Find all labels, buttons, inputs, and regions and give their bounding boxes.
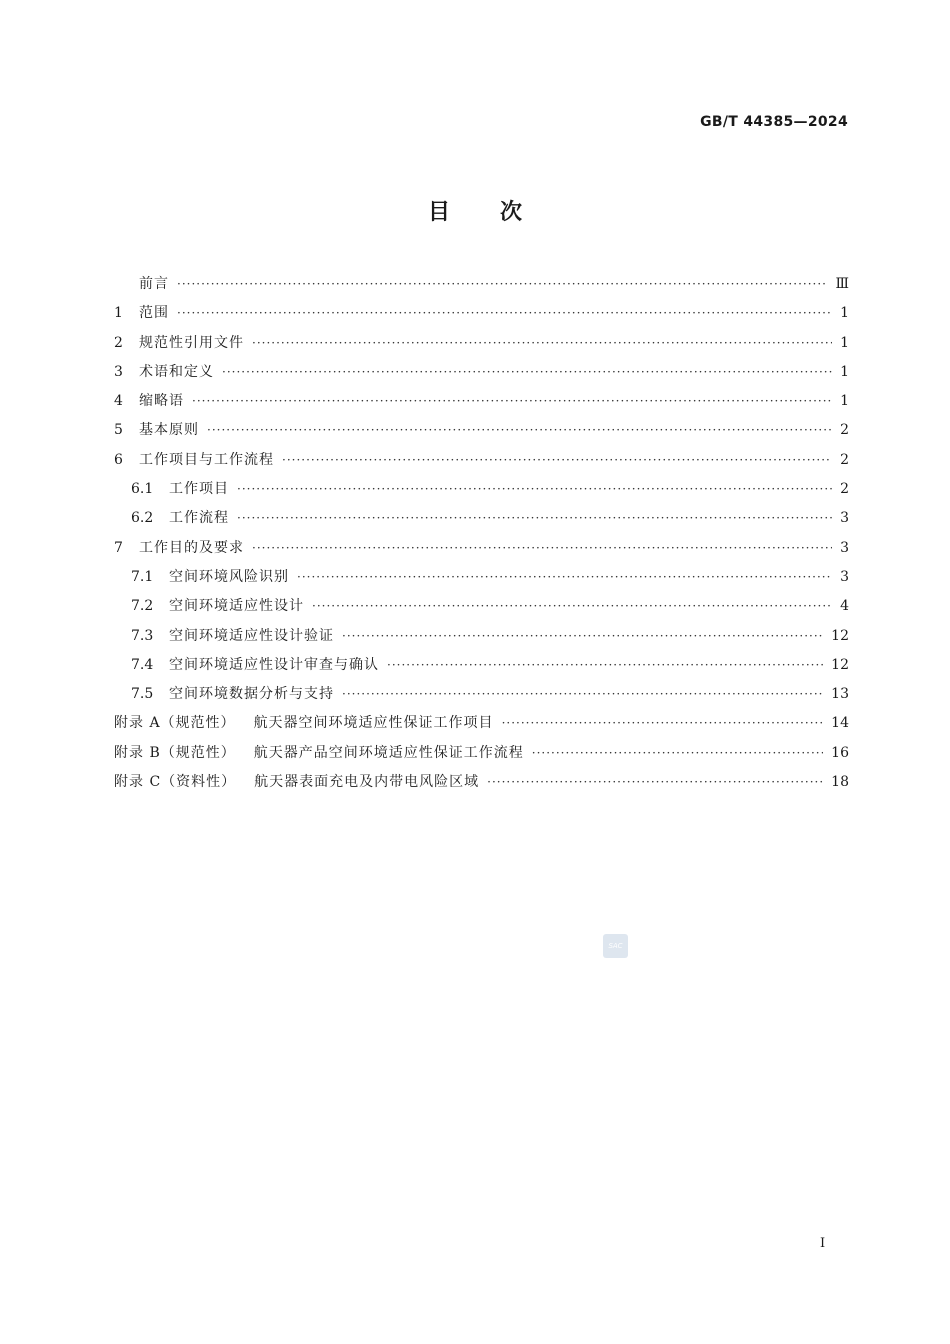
toc-entry[interactable] [114, 416, 849, 445]
toc-entry-number: 6 [114, 451, 123, 468]
toc-entry-page: 12 [831, 627, 849, 644]
toc-entry[interactable] [114, 622, 849, 651]
standard-code: GB/T 44385—2024 [700, 114, 848, 130]
toc-entry-label: 空间环境适应性设计审查与确认 [169, 656, 379, 673]
toc-entry-page: 1 [840, 305, 849, 322]
toc-entry[interactable] [114, 358, 849, 387]
toc-entry-label: 航天器产品空间环境适应性保证工作流程 [253, 744, 524, 761]
toc-dot-leader [252, 534, 832, 563]
toc-entry-annex-tag: 附录 B（规范性） [114, 744, 236, 761]
toc-entry-page: 3 [840, 568, 849, 585]
toc-entry[interactable] [114, 475, 849, 504]
toc-entry[interactable] [114, 446, 849, 475]
toc-dot-leader [342, 622, 823, 651]
toc-entry[interactable] [114, 739, 849, 768]
toc-entry-page: 3 [840, 510, 849, 527]
toc-entry-page: 4 [840, 598, 849, 615]
toc-entry-number: 7 [114, 539, 123, 556]
toc-entry-page: Ⅲ [835, 276, 849, 292]
toc-entry-number: 5 [114, 422, 123, 439]
toc-entry[interactable] [114, 680, 849, 709]
toc-entry[interactable] [114, 709, 849, 738]
table-of-contents [114, 270, 849, 797]
toc-entry-page: 1 [840, 334, 849, 351]
toc-entry-number: 7.2 [131, 598, 154, 615]
toc-entry-label: 工作流程 [169, 510, 229, 527]
toc-entry-label: 工作项目 [169, 481, 229, 498]
toc-entry-label: 范围 [139, 305, 169, 322]
toc-dot-leader [502, 709, 824, 738]
toc-entry-number: 6.2 [131, 510, 154, 527]
toc-entry-annex-tag: 附录 C（资料性） [114, 774, 237, 791]
toc-entry-label: 工作项目与工作流程 [139, 451, 274, 468]
toc-entry-label: 规范性引用文件 [139, 334, 244, 351]
toc-dot-leader [282, 446, 832, 475]
toc-entry-page: 2 [840, 481, 849, 498]
toc-entry-number: 7.1 [131, 568, 154, 585]
toc-entry-page: 1 [840, 393, 849, 410]
toc-dot-leader [387, 651, 823, 680]
toc-entry-label: 航天器空间环境适应性保证工作项目 [253, 715, 494, 732]
toc-dot-leader [342, 680, 823, 709]
toc-entry-annex-tag: 附录 A（规范性） [114, 715, 236, 732]
toc-dot-leader [192, 387, 832, 416]
toc-entry-label: 缩略语 [139, 393, 184, 410]
toc-entry-label: 术语和定义 [139, 363, 214, 380]
toc-entry-page: 14 [831, 715, 849, 732]
toc-entry-label: 基本原则 [139, 422, 199, 439]
toc-entry[interactable] [114, 592, 849, 621]
toc-dot-leader [237, 504, 832, 533]
toc-dot-leader [252, 329, 832, 358]
toc-dot-leader [207, 416, 832, 445]
toc-entry-page: 1 [840, 363, 849, 380]
toc-dot-leader [177, 270, 827, 299]
toc-entry[interactable] [114, 299, 849, 328]
toc-entry-label: 航天器表面充电及内带电风险区域 [254, 774, 480, 791]
toc-dot-leader [312, 592, 832, 621]
toc-entry-number: 7.3 [131, 627, 154, 644]
toc-entry[interactable] [114, 504, 849, 533]
toc-entry-number: 7.4 [131, 656, 154, 673]
toc-entry-page: 18 [831, 774, 849, 791]
toc-entry-number: 7.5 [131, 686, 154, 703]
toc-entry-label: 空间环境适应性设计 [169, 598, 304, 615]
toc-entry-label: 空间环境风险识别 [169, 568, 289, 585]
toc-entry-page: 2 [840, 451, 849, 468]
page-number-footer: I [820, 1236, 826, 1251]
toc-entry[interactable] [114, 329, 849, 358]
toc-entry-page: 3 [840, 539, 849, 556]
toc-dot-leader [487, 768, 823, 797]
toc-entry-page: 13 [831, 686, 849, 703]
toc-entry-label: 空间环境数据分析与支持 [169, 686, 334, 703]
toc-dot-leader [237, 475, 832, 504]
toc-entry-number: 3 [114, 363, 123, 380]
toc-entry-label: 空间环境适应性设计验证 [169, 627, 334, 644]
toc-entry[interactable] [114, 563, 849, 592]
toc-entry[interactable] [114, 768, 849, 797]
toc-entry[interactable] [114, 387, 849, 416]
toc-entry-label: 工作目的及要求 [139, 539, 244, 556]
toc-dot-leader [177, 299, 832, 328]
toc-entry-page: 16 [831, 744, 849, 761]
toc-entry-number: 2 [114, 334, 123, 351]
toc-entry-page: 2 [840, 422, 849, 439]
toc-entry-number: 1 [114, 305, 123, 322]
page-title: 目次 [427, 200, 572, 225]
toc-entry[interactable] [114, 270, 849, 299]
toc-dot-leader [532, 739, 823, 768]
toc-dot-leader [297, 563, 832, 592]
toc-entry-number: 4 [114, 393, 123, 410]
toc-entry[interactable] [114, 534, 849, 563]
toc-dot-leader [222, 358, 832, 387]
toc-entry-page: 12 [831, 656, 849, 673]
toc-entry-label: 前言 [139, 276, 169, 292]
toc-entry[interactable] [114, 651, 849, 680]
sac-watermark-logo: SAC [603, 934, 628, 958]
toc-entry-number: 6.1 [131, 481, 154, 498]
